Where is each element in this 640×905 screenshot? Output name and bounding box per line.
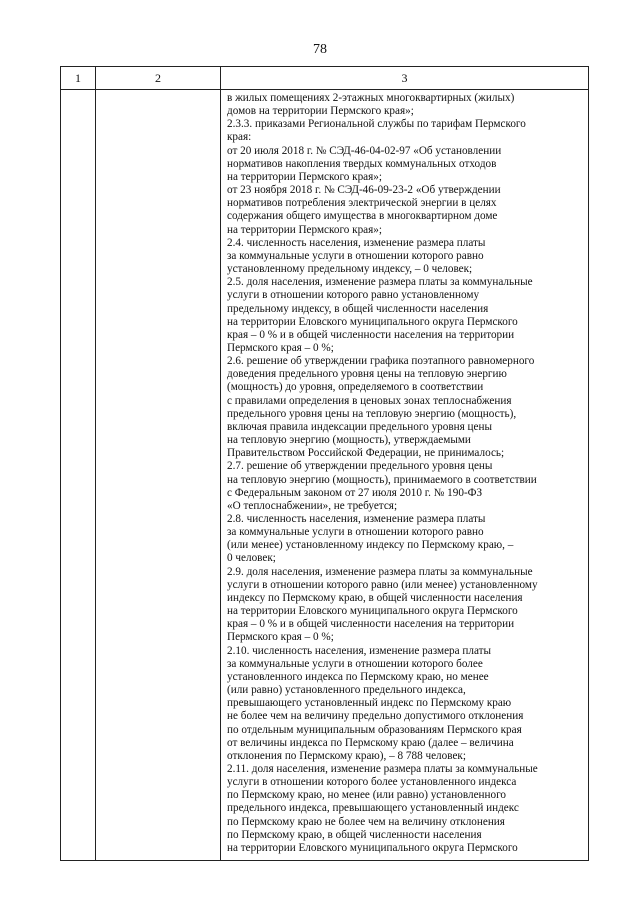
text-line: от 23 ноября 2018 г. № СЭД-46-09-23-2 «Об утверждении [227,184,501,197]
cell-column-1 [61,90,96,861]
text-line: нормативов накопления твердых коммунальных отходов [227,157,497,170]
text-line: края – 0 % и в общей численности населения на территории [227,328,515,341]
table-header-row [61,67,589,90]
text-line: (мощность) до уровня, определяемого в соответствии [227,381,484,394]
text-line: на территории Пермского края»; [227,223,382,236]
text-line: по отдельным муниципальным образованиям Пермского края [227,723,522,736]
text-line: индексу по Пермскому краю, в общей численности населения [227,591,523,604]
text-line: включая правила индексации предельного уровня цены [227,420,493,433]
cell-column-2 [96,90,221,861]
text-line: нормативов потребления электрической энергии в целях [227,197,497,210]
text-line: от 20 июля 2018 г. № СЭД-46-04-02-97 «Об установлении [227,144,502,157]
text-line: в жилых помещениях 2-этажных многоквартирных (жилых) [227,92,515,104]
text-line: доведения предельного уровня цены на тепловую энергию [227,368,507,381]
text-line: 2.11. доля населения, изменение размера платы за коммунальные [227,762,538,775]
text-line: превышающего установленный индекс по Пермскому краю [227,697,512,710]
text-line: 2.5. доля населения, изменение размера платы за коммунальные [227,276,533,289]
text-line: края: [227,131,252,144]
text-line: не более чем на величину предельно допустимого отклонения [227,710,524,723]
text-line: услуги в отношении которого равно установленному [227,289,480,302]
text-line: на территории Еловского муниципального округа Пермского [227,605,518,618]
text-line: за коммунальные услуги в отношении которого равно [227,249,484,262]
text-block [221,90,588,855]
text-line: от величины индекса по Пермскому краю (далее – величина [227,736,514,749]
column-header-2: 2 [96,67,221,90]
text-line: на территории Еловского муниципального округа Пермского [227,315,518,328]
text-line: с правилами определения в ценовых зонах теплоснабжения [227,394,512,407]
text-line: за коммунальные услуги в отношении которого равно [227,526,484,539]
text-line: 2.10. численность населения, изменение размера платы [227,644,492,657]
text-line: 2.6. решение об утверждении графика поэтапного равномерного [227,355,535,368]
text-line: предельного уровня цены на тепловую энергию (мощность), [227,407,517,420]
text-line: 2.4. численность населения, изменение размера платы [227,236,486,249]
text-line: Пермского края – 0 %; [227,341,334,354]
text-line: Пермского края – 0 %; [227,631,334,644]
text-line: (или равно) установленного предельного индекса, [227,684,466,697]
text-line: 2.8. численность населения, изменение размера платы [227,513,486,525]
text-line: на территории Пермского края»; [227,170,382,183]
text-line: домов на территории Пермского края»; [227,105,414,118]
text-line: с Федеральным законом от 27 июля 2010 г. № 190-ФЗ [227,486,483,499]
text-line: края – 0 % и в общей численности населения на территории [227,618,515,631]
text-line: услуги в отношении которого равно (или менее) установленному [227,578,538,591]
column-header-3: 3 [221,67,589,90]
text-line: 2.7. решение об утверждении предельного уровня цены [227,460,493,473]
text-line: установленного индекса по Пермскому краю, но менее [227,670,489,683]
document-table [60,66,589,861]
text-line: содержания общего имущества в многоквартирном доме [227,210,498,223]
text-line: на тепловую энергию (мощность), утверждаемыми [227,434,471,447]
text-line: «О теплоснабжении», не требуется; [227,499,398,512]
column-header-1: 1 [61,67,96,90]
text-line: предельного индекса, превышающего установленный индекс [227,802,519,815]
page-number: 78 [313,42,327,57]
cell-column-3 [221,90,589,861]
text-line: 2.3.3. приказами Региональной службы по тарифам Пермского [227,118,526,131]
text-line: (или менее) установленному индексу по Пермскому краю, – [227,539,514,552]
text-line: по Пермскому краю не более чем на величину отклонения [227,815,505,828]
text-line: установленному предельному индексу, – 0 человек; [227,263,473,276]
text-line: услуги в отношении которого более установленного индекса [227,776,517,789]
text-line: на территории Еловского муниципального округа Пермского [227,841,518,854]
text-line: по Пермскому краю, в общей численности населения [227,828,482,841]
table-row [61,90,589,861]
text-line: предельному индексу, в общей численности населения [227,302,489,315]
text-line: 2.9. доля населения, изменение размера платы за коммунальные [227,565,533,578]
text-line: по Пермскому краю, но менее (или равно) установленного [227,789,507,802]
text-line: отклонения по Пермскому краю), – 8 788 человек; [227,749,466,762]
text-line: Правительством Российской Федерации, не принималось; [227,447,505,460]
text-line: 0 человек; [227,552,276,565]
text-line: за коммунальные услуги в отношении которого более [227,657,483,670]
text-line: на тепловую энергию (мощность), принимаемого в соответствии [227,473,537,486]
